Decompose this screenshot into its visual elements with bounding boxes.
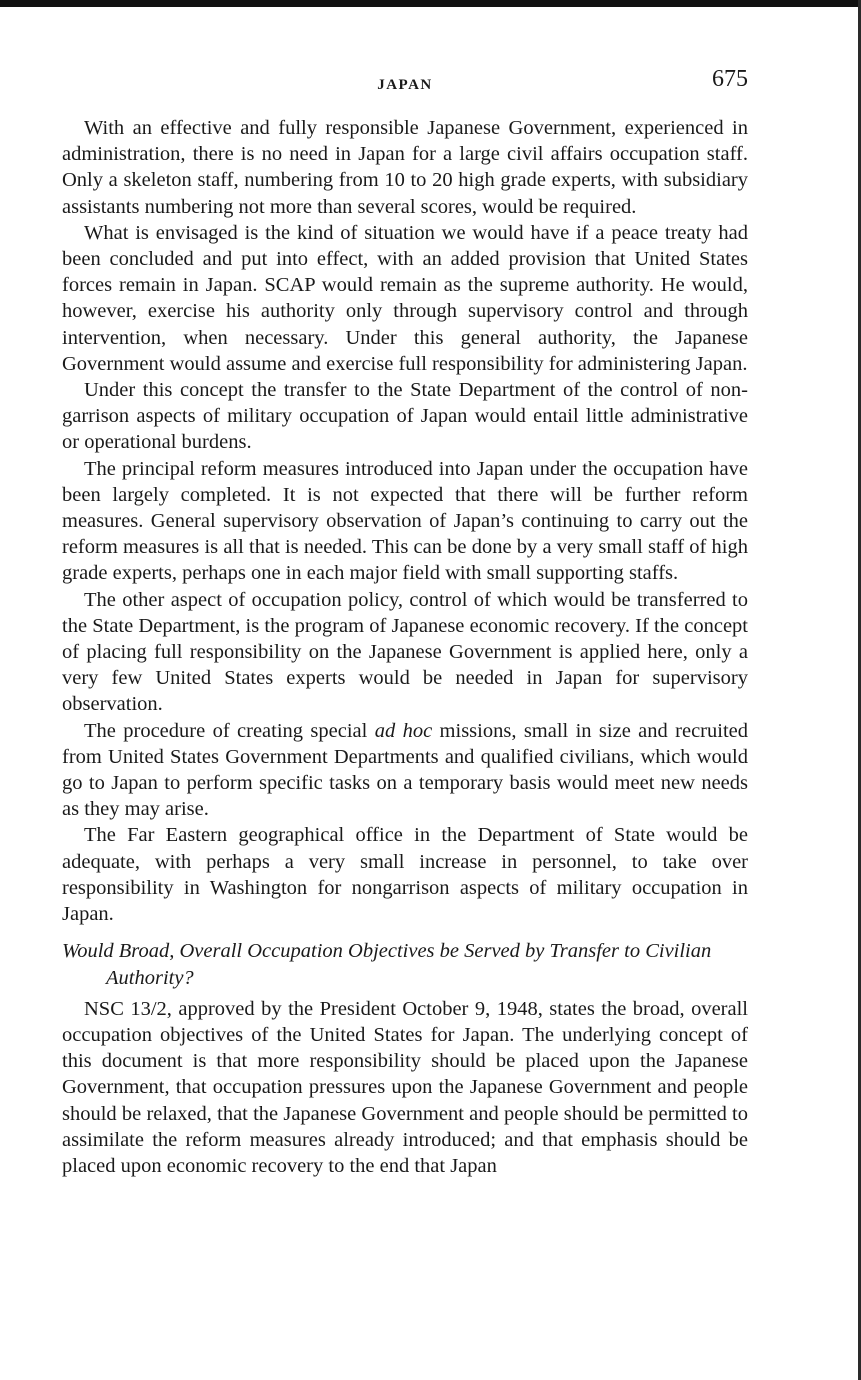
paragraph-6-text-start: The procedure of creating special — [84, 719, 375, 742]
paragraph-6 — [62, 718, 748, 823]
paragraph-5: The other aspect of occupation policy, control of which would be transferred to the State Department, is the program of Japanese economic recovery. If the concept of placing full responsibility on the Japanese Government is applied here, only a very few United States experts would be needed in Japan for supervisory observation. — [62, 588, 748, 716]
page-number: 675 — [712, 66, 748, 92]
paragraph-6-italic-term: ad hoc — [374, 719, 433, 742]
running-head — [62, 66, 748, 100]
paragraph-8: NSC 13/2, approved by the President October 9, 1948, states the broad, overall occupation objectives of the United States for Japan. The underlying concept of this document is that more responsibility should be placed upon the Japanese Government, that occupation pressures upon the Japanese Government and people should be relaxed, that the Japanese Government and people should be permitted to assimilate the reform measures already introduced; and that emphasis should be placed upon economic recovery to the end that Japan — [62, 997, 748, 1177]
top-edge-rule — [0, 0, 861, 7]
paragraph-2: What is envisaged is the kind of situation we would have if a peace treaty had been concluded and put into effect, with an added provision that United States forces remain in Japan. SCAP would remain as the supreme authority. He would, however, exercise his authority only through supervisory control and through intervention, when necessary. Under this general authority, the Japanese Government would assume and exercise full responsibility for administering Japan. — [62, 221, 748, 375]
paragraph-6-text-end: missions, small in size and recruited from United States Government Departments and qualified civilians, which would go to Japan to perform specific tasks on a temporary basis would meet new needs as they may arise. — [62, 719, 748, 821]
paragraph-1: With an effective and fully responsible Japanese Government, experienced in administration, there is no need in Japan for a large civil affairs occupation staff. Only a skeleton staff, numbering from 10 to 20 high grade experts, with subsidiary assistants numbering not more than several scores, would be required. — [62, 117, 748, 218]
paragraph-7: The Far Eastern geographical office in the Department of State would be adequate, with perhaps a very small increase in personnel, to take over responsibility in Washington for nongarrison aspects of military occupation in Japan. — [62, 824, 748, 926]
paragraph-3: Under this concept the transfer to the State Department of the control of non-garrison aspects of military occupation of Japan would entail little administrative or operational burdens. — [62, 379, 748, 454]
paragraph-4: The principal reform measures introduced into Japan under the occupation have been largely completed. It is not expected that there will be further reform measures. General supervisory observation of Japan’s continuing to carry out the reform measures is all that is needed. This can be done by a very small staff of high grade experts, perhaps one in each major field with small supporting staffs. — [62, 457, 748, 585]
page-body — [62, 115, 748, 1179]
running-title: JAPAN — [377, 77, 433, 93]
section-heading: Would Broad, Overall Occupation Objectives be Served by Transfer to Civilian Authority? — [62, 940, 712, 989]
